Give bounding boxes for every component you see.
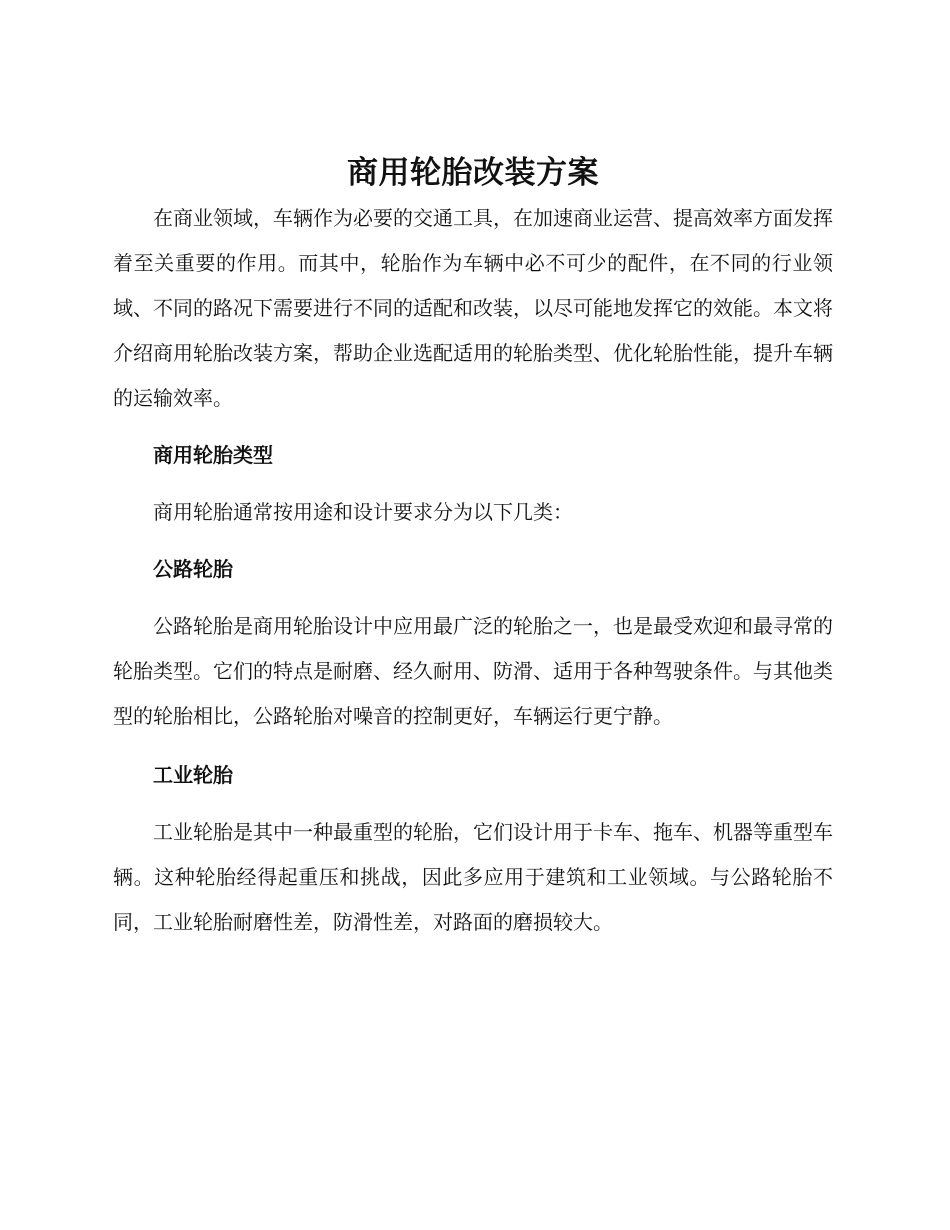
section-body-road-tires: 公路轮胎是商用轮胎设计中应用最广泛的轮胎之一，也是最受欢迎和最寻常的轮胎类型。它们的特点是耐磨、经久耐用、防滑、适用于各种驾驶条件。与其他类型的轮胎相比，公路轮胎对噪音的控制更好，车辆运行更宁静。 [113,614,833,728]
section-heading-tire-types: 商用轮胎类型 [153,443,273,467]
spacer [113,739,833,753]
section-body-tire-types: 商用轮胎通常按用途和设计要求分为以下几类： [153,500,573,524]
intro-paragraph: 在商业领域，车辆作为必要的交通工具，在加速商业运营、提高效率方面发挥着至关重要的作用。而其中，轮胎作为车辆中必不可少的配件，在不同的行业领域、不同的路况下需要进行不同的适配和改装，以尽可能地发挥它的效能。本文将介绍商用轮胎改装方案，帮助企业选配适用的轮胎类型、优化轮胎性能，提升车辆的运输效率。 [113,206,833,410]
section-heading-industrial-tires: 工业轮胎 [153,763,233,787]
document-title: 商用轮胎改装方案 [347,155,599,191]
spacer [113,592,833,604]
section-body-industrial-tires: 工业轮胎是其中一种最重型的轮胎，它们设计用于卡车、拖车、机器等重型车辆。这种轮胎经得起重压和挑战，因此多应用于建筑和工业领域。与公路轮胎不同，工业轮胎耐磨性差，防滑性差，对路面的磨损较大。 [113,820,833,934]
spacer [113,535,833,547]
document-page [113,150,833,945]
spacer [113,798,833,810]
spacer [113,478,833,490]
spacer [113,421,833,433]
section-heading-road-tires: 公路轮胎 [153,557,233,581]
